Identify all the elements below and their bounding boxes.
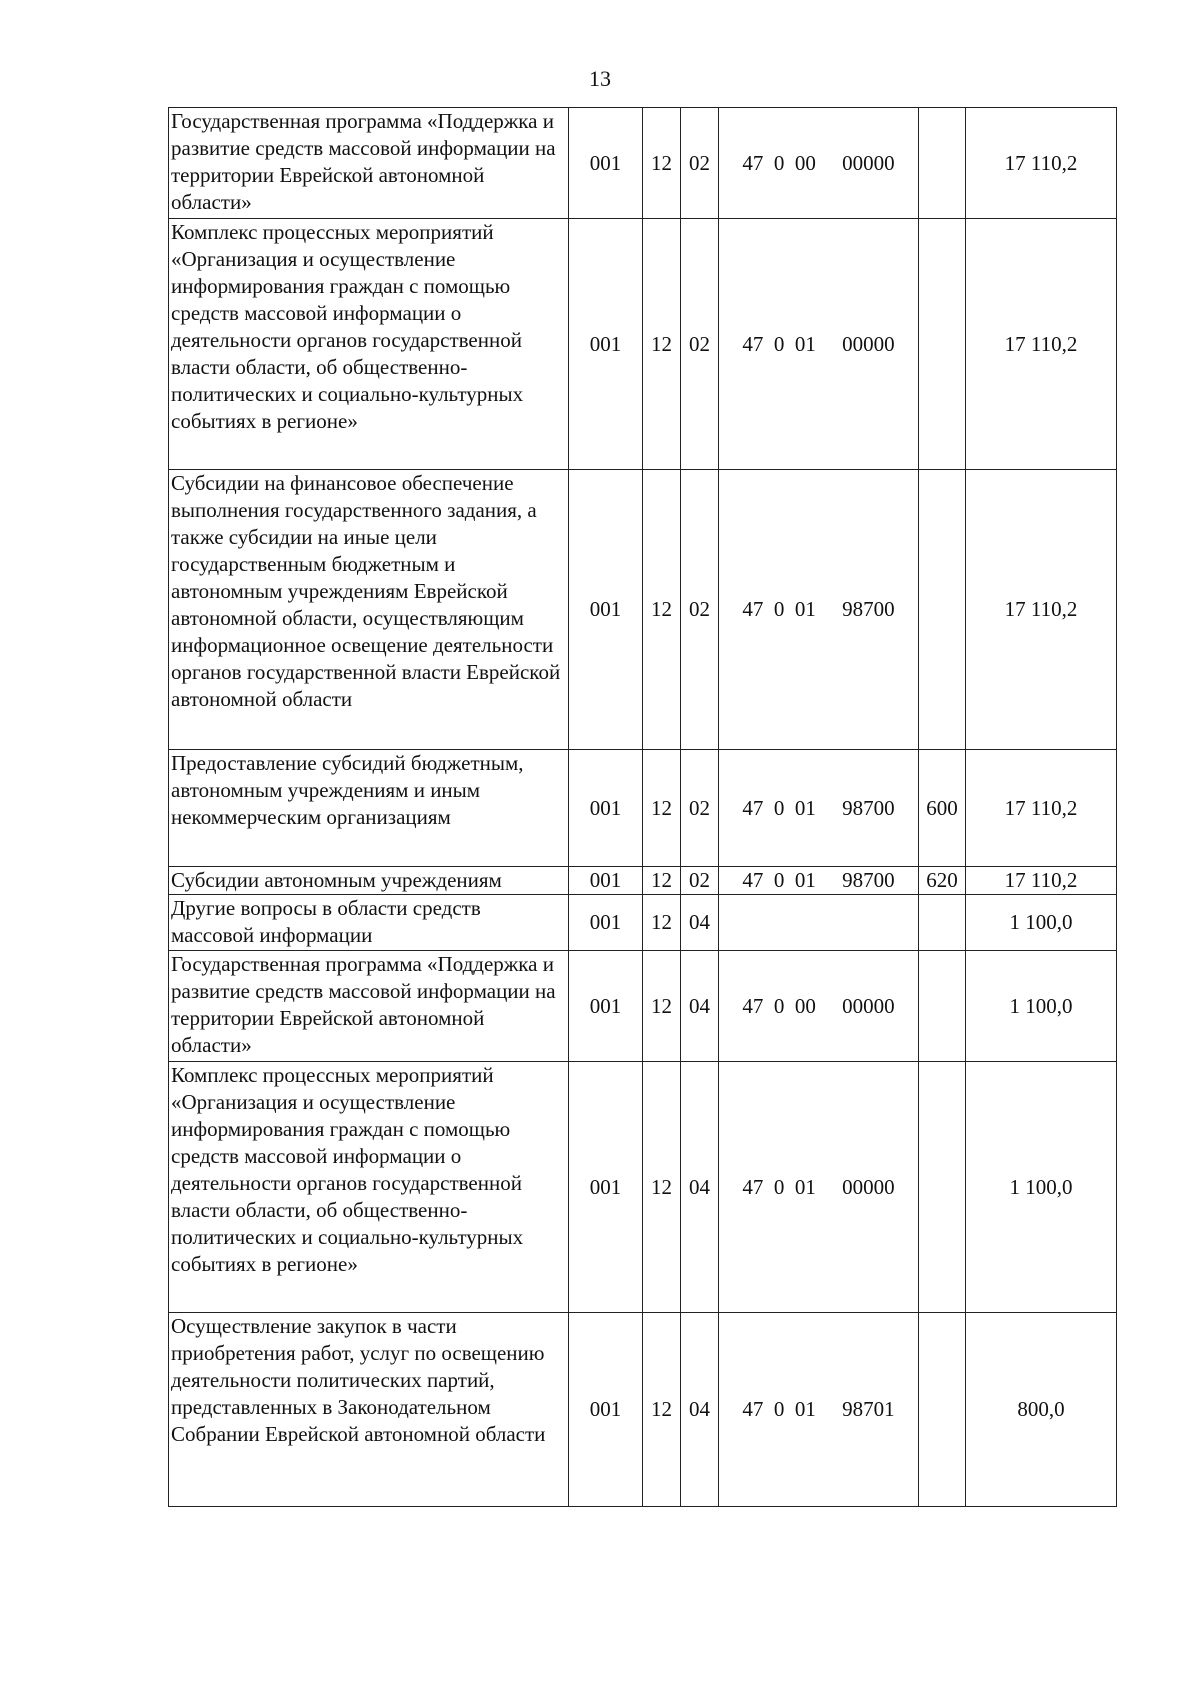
section-code: 12	[643, 470, 681, 750]
table-row	[169, 895, 1117, 951]
table-row	[169, 1313, 1117, 1507]
table-row	[169, 1062, 1117, 1313]
subsection-code: 04	[681, 1062, 719, 1313]
subsection-code: 02	[681, 750, 719, 867]
row-name: Государственная программа «Поддержка и развитие средств массовой информации на территории Еврейской автономной области»	[169, 951, 569, 1062]
ministry-code: 001	[569, 470, 643, 750]
expense-type-code	[919, 108, 966, 219]
target-article-code: 47 0 00 00000	[742, 150, 895, 175]
amount: 17 110,2	[966, 750, 1117, 867]
target-article-code: 47 0 01 98701	[742, 1397, 895, 1421]
amount: 800,0	[966, 1313, 1117, 1507]
ministry-code: 001	[569, 1313, 643, 1507]
amount: 1 100,0	[966, 951, 1117, 1062]
table-row	[169, 750, 1117, 867]
ministry-code: 001	[569, 219, 643, 470]
subsection-code: 04	[681, 951, 719, 1062]
table-row	[169, 108, 1117, 219]
amount: 1 100,0	[966, 895, 1117, 951]
expense-type-code	[919, 1062, 966, 1313]
expense-type-code	[919, 470, 966, 750]
target-article-code: 47 0 01 98700	[742, 795, 895, 820]
target-article-code: 47 0 01 00000	[742, 1174, 895, 1199]
table-row	[169, 470, 1117, 750]
amount: 17 110,2	[966, 108, 1117, 219]
amount: 17 110,2	[966, 470, 1117, 750]
table-row	[169, 219, 1117, 470]
row-name: Комплекс процессных мероприятий «Организация и осуществление информирования граждан с помощью средств массовой информации о деятельности органов государственной власти области, об общественно-политических и социально-культурных событиях в регионе»	[169, 1062, 569, 1313]
ministry-code: 001	[569, 750, 643, 867]
target-article-code: 47 0 01 00000	[742, 331, 895, 356]
ministry-code: 001	[569, 867, 643, 895]
expense-type-code	[919, 895, 966, 951]
section-code: 12	[643, 108, 681, 219]
section-code: 12	[643, 951, 681, 1062]
target-article-code: 47 0 01 98700	[742, 868, 895, 892]
target-article-code: 47 0 00 00000	[742, 993, 895, 1018]
row-name: Осуществление закупок в части приобретения работ, услуг по освещению деятельности политических партий, представленных в Законодательном Собрании Еврейской автономной области	[169, 1313, 569, 1507]
section-code: 12	[643, 895, 681, 951]
section-code: 12	[643, 867, 681, 895]
ministry-code: 001	[569, 108, 643, 219]
page-number: 13	[589, 66, 611, 91]
subsection-code: 02	[681, 470, 719, 750]
section-code: 12	[643, 1313, 681, 1507]
ministry-code: 001	[569, 951, 643, 1062]
budget-table	[168, 107, 1117, 1507]
amount: 1 100,0	[966, 1062, 1117, 1313]
row-name: Предоставление субсидий бюджетным, автономным учреждениям и иным некоммерческим организациям	[169, 750, 569, 867]
table-row	[169, 867, 1117, 895]
subsection-code: 02	[681, 108, 719, 219]
expense-type-code	[919, 1313, 966, 1507]
expense-type-code	[919, 219, 966, 470]
subsection-code: 02	[681, 219, 719, 470]
row-name: Субсидии на финансовое обеспечение выполнения государственного задания, а также субсидии на иные цели государственным бюджетным и автономным учреждениям Еврейской автономной области, осуществляющим информационное освещение деятельности органов государственной власти Еврейской автономной области	[169, 470, 569, 750]
expense-type-code: 600	[919, 750, 966, 867]
subsection-code: 04	[681, 895, 719, 951]
target-article-code: 47 0 01 98700	[742, 597, 895, 621]
row-name: Субсидии автономным учреждениям	[169, 867, 569, 895]
subsection-code: 02	[681, 867, 719, 895]
section-code: 12	[643, 219, 681, 470]
section-code: 12	[643, 750, 681, 867]
ministry-code: 001	[569, 895, 643, 951]
expense-type-code	[919, 951, 966, 1062]
table-row	[169, 951, 1117, 1062]
row-name: Другие вопросы в области средств массовой информации	[169, 895, 569, 951]
subsection-code: 04	[681, 1313, 719, 1507]
amount: 17 110,2	[966, 867, 1117, 895]
row-name: Государственная программа «Поддержка и развитие средств массовой информации на территории Еврейской автономной области»	[169, 108, 569, 219]
expense-type-code: 620	[919, 867, 966, 895]
ministry-code: 001	[569, 1062, 643, 1313]
row-name: Комплекс процессных мероприятий «Организация и осуществление информирования граждан с помощью средств массовой информации о деятельности органов государственной власти области, об общественно-политических и социально-культурных событиях в регионе»	[169, 219, 569, 470]
section-code: 12	[643, 1062, 681, 1313]
amount: 17 110,2	[966, 219, 1117, 470]
